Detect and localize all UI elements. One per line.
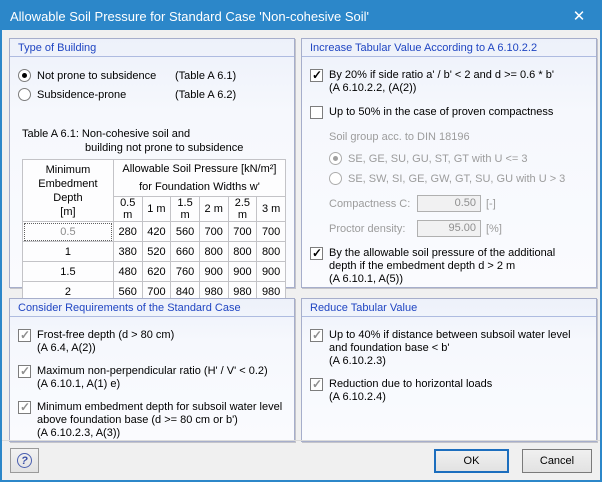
dialog-content (2, 30, 600, 442)
group-title: Reduce Tabular Value (302, 299, 596, 317)
checkbox-icon (310, 106, 323, 119)
checkbox-icon (310, 69, 323, 82)
checkbox-reduction-horizontal-loads[interactable] (310, 378, 588, 404)
checkbox-ref: (A 6.10.2.2, (A(2)) (329, 82, 417, 94)
compactness-row (329, 195, 588, 212)
pressure-header-line2: for Foundation Widths w' (113, 179, 285, 197)
pressure-cell: 560 (171, 222, 200, 242)
depth-column-header (23, 160, 114, 222)
checkbox-icon (18, 401, 31, 414)
pressure-cell: 900 (257, 262, 286, 282)
width-header: 2.5 m (228, 197, 257, 222)
checkbox-label: Up to 50% in the case of proven compactness (329, 106, 554, 118)
soil-group-label: Soil group acc. to DIN 18196 (329, 131, 470, 143)
close-icon[interactable]: ✕ (572, 8, 586, 25)
checkbox-frost-free-depth[interactable] (18, 329, 286, 355)
cancel-button[interactable]: Cancel (522, 449, 592, 473)
compactness-unit: [-] (486, 197, 496, 210)
radio-soil-group-u-gt-3 (329, 172, 588, 185)
checkbox-icon (310, 378, 323, 391)
pressure-cell: 280 (113, 222, 142, 242)
checkbox-label: Frost-free depth (d > 80 cm) (37, 329, 175, 341)
group-title: Consider Requirements of the Standard Case (10, 299, 294, 317)
proctor-density-row (329, 220, 588, 237)
proctor-density-unit: [%] (486, 222, 502, 235)
help-icon: ? (17, 453, 32, 468)
pressure-cell: 800 (199, 242, 228, 262)
checkbox-label: Minimum embedment depth for subsoil water level above foundation base (d >= 80 cm or b') (37, 401, 283, 426)
depth-header-line1: Minimum (45, 163, 91, 176)
radio-label: Subsidence-prone (37, 88, 127, 101)
pressure-cell: 800 (257, 242, 286, 262)
checkbox-ref: (A 6.10.2.4) (329, 391, 386, 403)
pressure-cell: 700 (142, 282, 171, 302)
radio-ref: (Table A 6.2) (175, 88, 237, 101)
table-row (23, 262, 286, 282)
radio-label: SE, SW, SI, GE, GW, GT, SU, GU with U > 3 (348, 172, 566, 185)
checkbox-ref: (A 6.4, A(2)) (37, 342, 96, 354)
checkbox-ref: (A 6.10.1, A(5)) (329, 273, 403, 285)
checkbox-label: By the allowable soil pressure of the additional depth if the embedment depth d > 2 m (329, 247, 556, 272)
group-consider-requirements (9, 298, 295, 442)
radio-ref: (Table A 6.1) (175, 69, 237, 82)
pressure-cell: 900 (199, 262, 228, 282)
proctor-density-label: Proctor density: (329, 222, 406, 235)
radio-icon (18, 69, 31, 82)
group-reduce-tabular-value (301, 298, 597, 442)
pressure-cell: 840 (171, 282, 200, 302)
group-type-of-building (9, 38, 295, 298)
width-header: 2 m (199, 197, 228, 222)
soil-pressure-table (22, 159, 286, 302)
pressure-cell: 700 (257, 222, 286, 242)
radio-icon (329, 152, 342, 165)
width-header: 1 m (142, 197, 171, 222)
checkbox-ref: (A 6.10.1, A(1) e) (37, 378, 121, 390)
depth-header-line3: [m] (60, 205, 76, 218)
checkbox-label: Reduction due to horizontal loads (329, 378, 493, 390)
pressure-cell: 900 (228, 262, 257, 282)
checkbox-icon (18, 329, 31, 342)
pressure-cell: 980 (199, 282, 228, 302)
pressure-cell: 980 (257, 282, 286, 302)
pressure-cell: 660 (171, 242, 200, 262)
checkbox-icon (18, 365, 31, 378)
checkbox-up-to-50-percent[interactable] (310, 106, 588, 119)
pressure-cell: 980 (228, 282, 257, 302)
pressure-cell: 700 (228, 222, 257, 242)
depth-cell[interactable]: 1.5 (23, 262, 114, 282)
ok-button[interactable]: OK (434, 449, 509, 473)
group-title: Increase Tabular Value According to A 6.10.2.2 (302, 39, 596, 57)
pressure-cell: 520 (142, 242, 171, 262)
soil-group-subsection (329, 131, 588, 237)
checkbox-up-to-40-percent[interactable] (310, 329, 588, 368)
radio-label: Not prone to subsidence (37, 69, 157, 82)
checkbox-label: Up to 40% if distance between subsoil water level and foundation base < b' (329, 329, 571, 354)
table-caption-line1: Table A 6.1: Non-cohesive soil and (22, 128, 191, 140)
pressure-cell: 700 (199, 222, 228, 242)
pressure-cell: 760 (171, 262, 200, 282)
depth-cell[interactable]: 0.5 (23, 222, 114, 242)
dialog-title: Allowable Soil Pressure for Standard Case 'Non-cohesive Soil' (10, 8, 370, 24)
radio-icon (18, 88, 31, 101)
button-bar (2, 440, 600, 480)
pressure-cell: 380 (113, 242, 142, 262)
proctor-density-field: 95.00 (417, 220, 481, 237)
radio-not-prone-to-subsidence[interactable] (18, 69, 286, 82)
radio-soil-group-u-le-3 (329, 152, 588, 165)
width-header: 0.5 m (113, 197, 142, 222)
table-caption-line2: building not prone to subsidence (85, 142, 244, 154)
depth-cell[interactable]: 2 (23, 282, 114, 302)
radio-icon (329, 172, 342, 185)
title-bar (2, 2, 600, 30)
checkbox-ref: (A 6.10.2.3, A(3)) (37, 427, 121, 439)
compactness-field: 0.50 (417, 195, 481, 212)
table-caption (22, 127, 286, 155)
pressure-header-line1: Allowable Soil Pressure [kN/m²] (113, 160, 285, 179)
pressure-cell: 800 (228, 242, 257, 262)
help-button[interactable] (10, 448, 39, 473)
table-row (23, 242, 286, 262)
width-header: 3 m (257, 197, 286, 222)
radio-label: SE, GE, SU, GU, ST, GT with U <= 3 (348, 152, 528, 165)
group-title: Type of Building (10, 39, 294, 57)
pressure-cell: 420 (142, 222, 171, 242)
table-row (23, 222, 286, 242)
checkbox-label: By 20% if side ratio a' / b' < 2 and d >= 0.6 * b' (329, 69, 554, 81)
checkbox-icon (310, 329, 323, 342)
group-increase-tabular-value (301, 38, 597, 288)
checkbox-icon (310, 247, 323, 260)
compactness-label: Compactness C: (329, 197, 411, 210)
depth-cell[interactable]: 1 (23, 242, 114, 262)
checkbox-additional-depth[interactable] (310, 247, 588, 286)
checkbox-ref: (A 6.10.2.3) (329, 355, 386, 367)
width-header: 1.5 m (171, 197, 200, 222)
pressure-cell: 480 (113, 262, 142, 282)
checkbox-minimum-embedment-depth[interactable] (18, 401, 286, 440)
checkbox-label: Maximum non-perpendicular ratio (H' / V' < 0.2) (37, 365, 268, 377)
checkbox-non-perpendicular-ratio[interactable] (18, 365, 286, 391)
pressure-cell: 620 (142, 262, 171, 282)
checkbox-by-20-percent[interactable] (310, 69, 588, 95)
pressure-cell: 560 (113, 282, 142, 302)
depth-header-line2: Embedment Depth (38, 177, 98, 204)
radio-subsidence-prone[interactable] (18, 88, 286, 101)
